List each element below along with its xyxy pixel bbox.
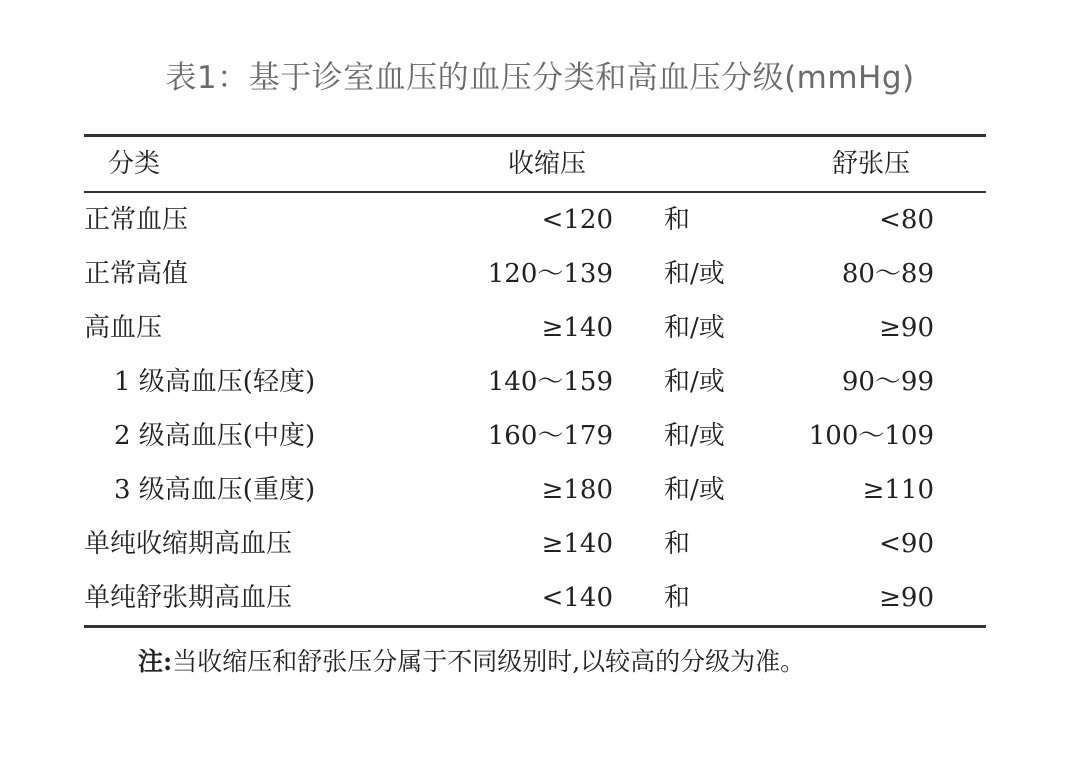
row-diastolic: <80 [879,204,934,235]
header-category: 分类 [108,149,161,179]
row-category: 单纯收缩期高血压 [84,528,293,559]
note-text: 当收缩压和舒张压分属于不同级别时,以较高的分级为准。 [172,647,806,676]
row-relation: 和/或 [664,420,725,451]
row-relation: 和/或 [664,258,725,289]
row-diastolic: ≥110 [862,474,934,505]
row-systolic: <120 [541,204,613,235]
bottom-rule [84,625,986,628]
row-relation: 和 [664,204,691,235]
row-diastolic: <90 [879,528,934,559]
row-systolic: ≥140 [541,528,613,559]
row-category: 正常血压 [84,204,189,235]
table-row [84,409,986,463]
row-systolic: 160～179 [487,420,613,451]
row-systolic: ≥180 [541,474,613,505]
bp-classification-table [84,134,986,628]
table-row [84,571,986,625]
table-note [138,642,805,678]
row-relation: 和/或 [664,312,725,343]
row-category: 2 级高血压(中度) [114,420,316,451]
table-row [84,463,986,517]
row-relation: 和 [664,528,691,559]
row-systolic: <140 [541,582,613,613]
header-diastolic: 舒张压 [832,149,911,179]
table-title: 表1：基于诊室血压的血压分类和高血压分级(mmHg) [165,60,915,96]
table-body [84,193,986,625]
row-diastolic: ≥90 [879,582,934,613]
header-systolic: 收缩压 [508,149,587,179]
row-systolic: 140～159 [487,366,613,397]
row-category: 单纯舒张期高血压 [84,582,293,613]
table-row [84,517,986,571]
table-row [84,355,986,409]
table-row [84,193,986,247]
table-header-row [84,137,986,191]
table-row [84,247,986,301]
row-relation: 和/或 [664,366,725,397]
row-diastolic: 90～99 [841,366,934,397]
row-category: 3 级高血压(重度) [114,474,316,505]
row-relation: 和/或 [664,474,725,505]
row-systolic: 120～139 [487,258,613,289]
table-row [84,301,986,355]
row-diastolic: 100～109 [808,420,934,451]
row-category: 高血压 [84,312,163,343]
row-systolic: ≥140 [541,312,613,343]
row-diastolic: 80～89 [841,258,934,289]
row-relation: 和 [664,582,691,613]
note-label: 注: [138,647,173,676]
row-diastolic: ≥90 [879,312,934,343]
row-category: 1 级高血压(轻度) [114,366,316,397]
row-category: 正常高值 [84,258,189,289]
